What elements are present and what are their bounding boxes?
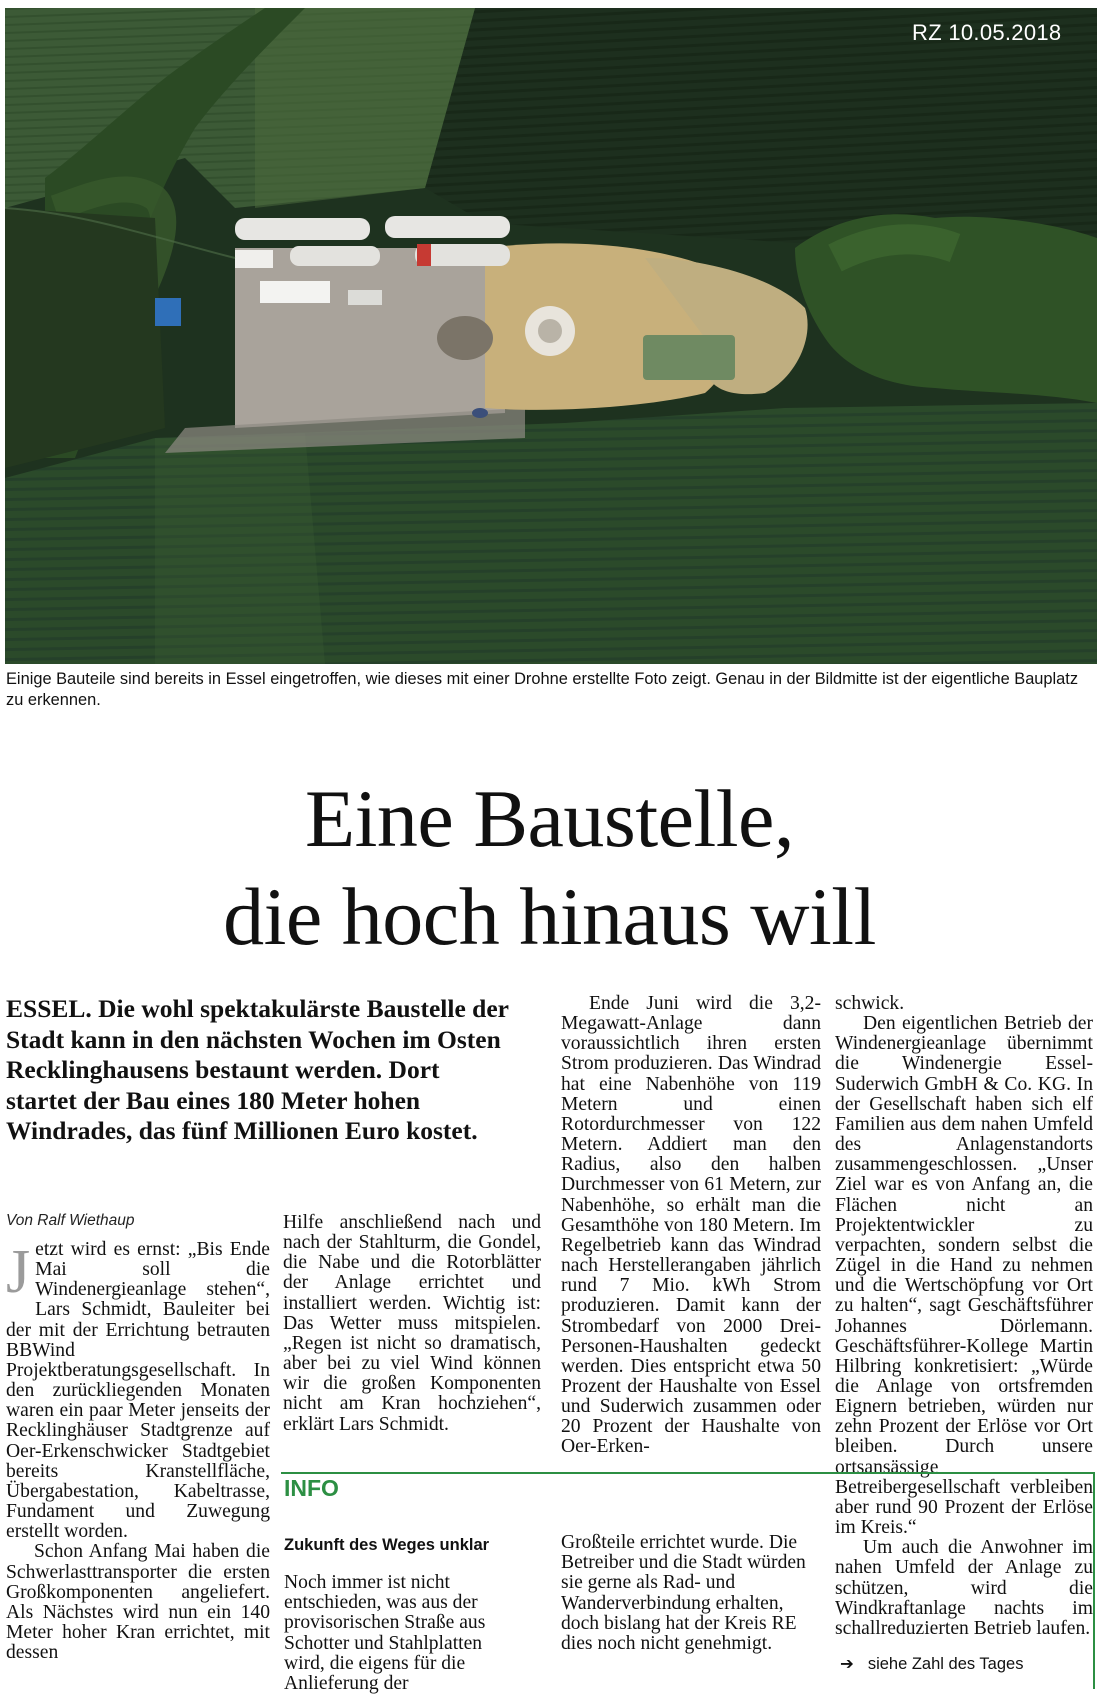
info-box-column-2: Großteile errichtet wurde. Die Betreiber und die Stadt würden sie gerne als Rad- und Wanderverbindung erhalten, doch bislang hat der Kreis RE dies noch nicht genehmigt.	[561, 1532, 806, 1655]
article-column-3	[561, 994, 821, 1458]
aerial-photo	[5, 8, 1097, 664]
headline-line-2: die hoch hinaus will	[223, 871, 876, 962]
article-paragraph: schwick.	[835, 993, 905, 1014]
article-paragraph-text: etzt wird es ernst: „Bis Ende Mai soll die Windenergieanlage stehen“, Lars Schmidt, Bauleiter bei der mit der Errichtung betrauten BBWind Projektberatungsgesellschaft. In den zurückliegenden Monaten waren ein paar Meter jenseits der Recklinghäuser Stadtgrenze auf Oer-Erkenschwicker Stadtgebiet bereits Kranstellfläche, Übergabestation, Kabeltrasse, Fundament und Zuwegung erstellt worden.	[6, 1239, 270, 1543]
article-paragraph: Den eigentlichen Betrieb der Windenergieanlage übernimmt die Windenergie Essel-Suderwich GmbH & Co. KG. In der Gesellschaft haben sich elf Familien aus dem nahen Umfeld des Anlagenstandorts zusammengeschlossen. „Unser Ziel war es von Anfang an, die Flächen nicht an Projektentwickler zu verpachten, sondern selbst die Zügel in die Hand zu nehmen und die Wertschöpfung vor Ort zu halten“, sagt Geschäftsführer Johannes Dörlemann. Geschäftsführer-Kollege Martin Hilbring konkretisiert: „Würde die Anlage von ortsfremden Eignern betrieben, würden nur zehn Prozent der Erlöse vor Ort bleiben. Durch unsere ortsansässige Betreibergesellschaft verbleiben aber rund 90 Prozent der Erlöse im Kreis.“	[835, 1013, 1093, 1539]
info-box-title: Zukunft des Weges unklar	[284, 1536, 490, 1554]
article-paragraph: Schon Anfang Mai haben die Schwerlasttransporter die ersten Großkomponenten angeliefert. Als Nächstes wird nun ein 140 Meter hoher Kran errichtet, mit dessen	[6, 1541, 270, 1664]
article-paragraph: Um auch die Anwohner im nahen Umfeld der Anlage zu schützen, wird die Windkraftanlage nachts im schallreduzierten Betrieb laufen.	[835, 1537, 1093, 1639]
article-column-1	[6, 1240, 270, 1663]
headline-line-1: Eine Baustelle,	[305, 773, 794, 864]
arrow-right-icon: ➔	[840, 1655, 854, 1673]
reference-line	[840, 1654, 1023, 1674]
article-column-2	[283, 1213, 541, 1435]
date-stamp: RZ 10.05.2018	[912, 20, 1062, 45]
aerial-photo-drawing	[5, 8, 1097, 664]
drop-cap: J	[6, 1238, 31, 1306]
reference-text: siehe Zahl des Tages	[867, 1655, 1024, 1673]
article-paragraph: Hilfe anschließend nach und nach der Stahlturm, die Gondel, die Nabe und die Rotorblätter der Anlage errichtet und installiert werden. Wichtig ist: Das Wetter muss mitspielen. „Regen ist nicht so dramatisch, aber bei zu viel Wind können wir die großen Komponenten nicht am Kran hochziehen“, erklärt Lars Schmidt.	[283, 1212, 541, 1435]
article-paragraph	[6, 1240, 270, 1542]
lead-paragraph: ESSEL. Die wohl spektakulärste Baustelle der Stadt kann in den nächsten Wochen im Osten Recklinghausens bestaunt werden. Dort startet der Bau eines 180 Meter hohen Windrades, das fünf Millionen Euro kostet.	[6, 994, 509, 1145]
headline	[0, 770, 1099, 966]
info-box-label: INFO	[284, 1475, 339, 1501]
article-paragraph: Ende Juni wird die 3,2-Megawatt-Anlage dann voraussichtlich ihren ersten Strom produzieren. Das Windrad hat eine Nabenhöhe von 119 Metern und einen Rotordurchmesser von 122 Metern. Addiert man den Radius, also den halben Durchmesser von 61 Metern, zur Nabenhöhe, so erhält man die Gesamthöhe von 180 Metern. Im Regelbetrieb kann das Windrad nach Herstellerangaben jährlich rund 7 Mio. kWh Strom produzieren. Damit kann der Strombedarf von 2000 Drei-Personen-Haushalten gedeckt werden. Dies entspricht etwa 50 Prozent der Haushalte von Essel und Suderwich zusammen oder 20 Prozent der Haushalte von Oer-Erken-	[561, 993, 821, 1458]
byline: Von Ralf Wiethaup	[6, 1212, 135, 1229]
photo-caption: Einige Bauteile sind bereits in Essel eingetroffen, wie dieses mit einer Drohne erstellte Foto zeigt. Genau in der Bildmitte ist der eigentliche Bauplatz zu erkennen.	[6, 670, 1079, 709]
info-box-column-1: Noch immer ist nicht entschieden, was aus der provisorischen Straße aus Schotter und Stahlplatten wird, die eigens für die Anlieferung der	[284, 1572, 486, 1694]
